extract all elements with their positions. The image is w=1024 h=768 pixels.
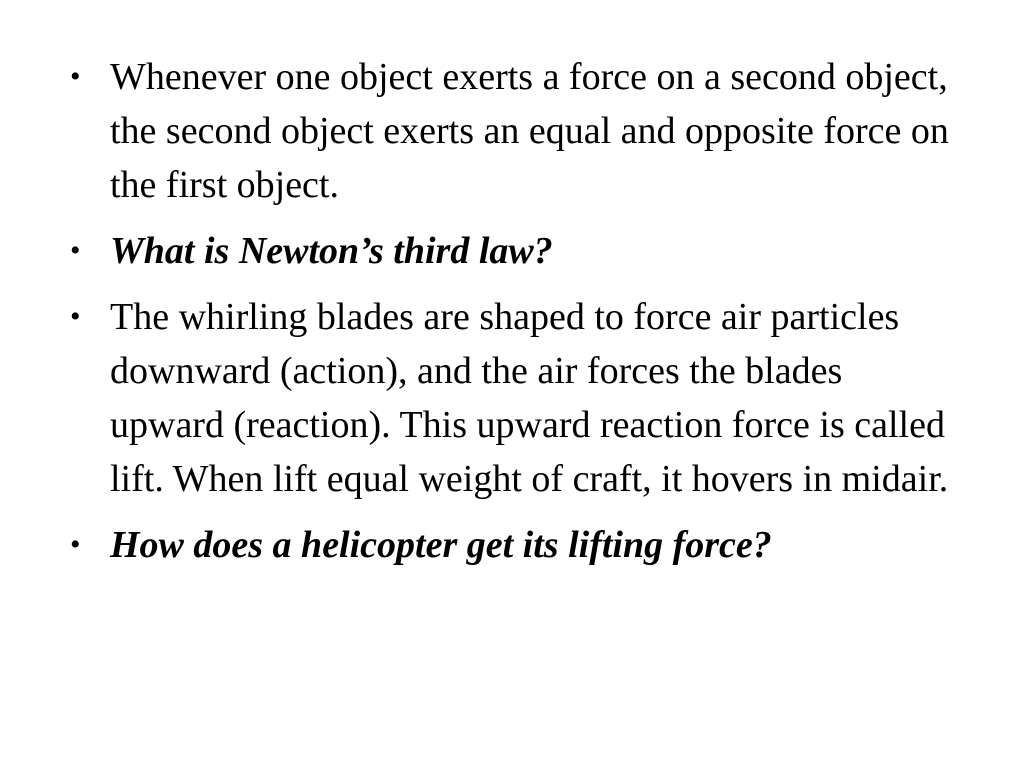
bullet-list <box>70 50 950 584</box>
bullet-icon: • <box>70 60 81 93</box>
bullet-item <box>70 50 950 212</box>
bullet-text: The whirling blades are shaped to force air particles downward (action), and the air forces the blades upward (reaction). This upward reaction force is called lift. When lift equal weight of craft, it hovers in midair. <box>110 296 949 500</box>
bullet-icon: • <box>70 528 81 561</box>
bullet-item <box>70 224 950 278</box>
bullet-icon: • <box>70 300 81 333</box>
bullet-item <box>70 290 950 506</box>
bullet-icon: • <box>70 234 81 267</box>
bullet-question-text: What is Newton’s third law? <box>110 230 553 272</box>
bullet-item <box>70 518 950 572</box>
bullet-question-text: How does a helicopter get its lifting force? <box>110 524 772 566</box>
bullet-text: Whenever one object exerts a force on a second object, the second object exerts an equal and opposite force on the first object. <box>110 56 949 206</box>
